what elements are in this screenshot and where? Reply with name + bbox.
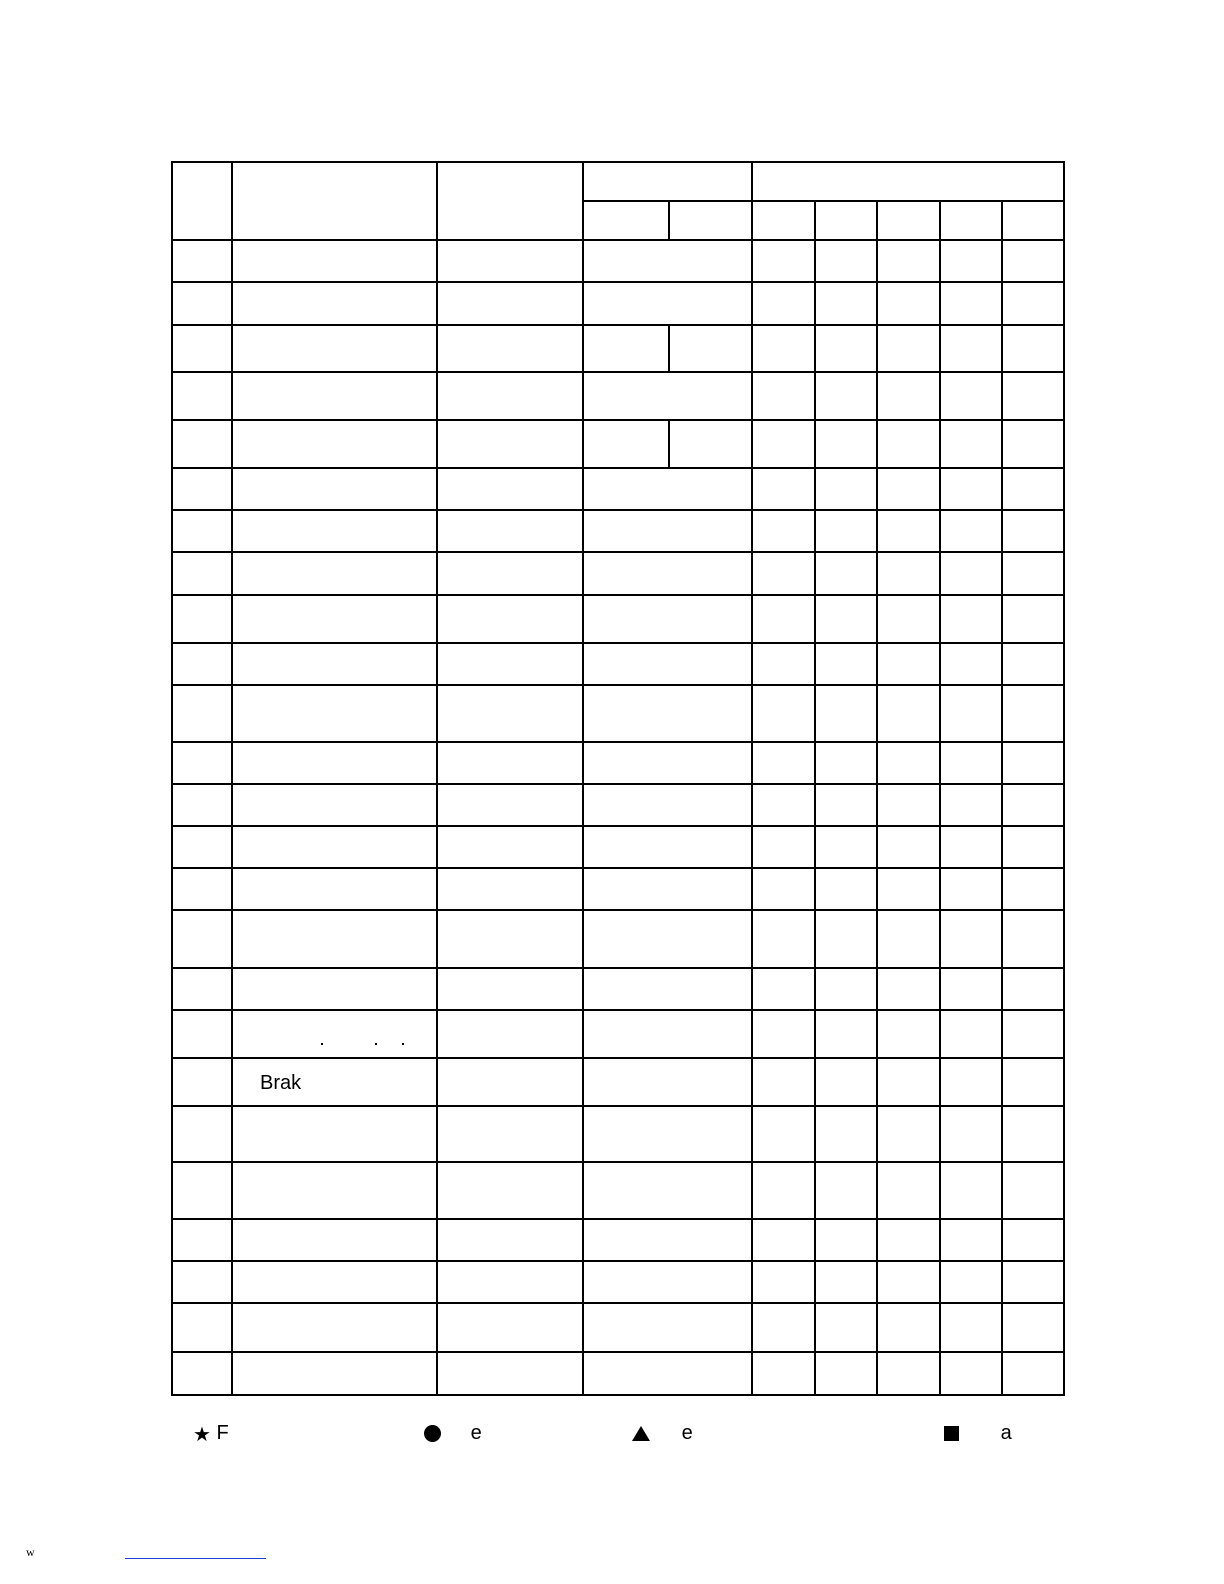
text-fragment-mark — [375, 1043, 377, 1045]
legend-label: e — [681, 1422, 693, 1444]
legend-label: F — [216, 1422, 229, 1444]
table-column-dividers — [232, 162, 1002, 1395]
triangle-icon — [632, 1426, 650, 1441]
table-row-dividers — [172, 201, 1064, 1352]
legend-item-star — [193, 1422, 229, 1444]
legend-label: a — [1000, 1422, 1012, 1444]
square-icon — [944, 1426, 959, 1441]
footer-link-underline[interactable] — [125, 1558, 266, 1559]
footer-mark: w — [26, 1545, 35, 1559]
legend-item-triangle — [632, 1422, 693, 1444]
legend-item-circle — [424, 1422, 482, 1444]
circle-icon — [424, 1425, 441, 1442]
star-icon: ★ — [193, 1421, 211, 1446]
text-fragment-mark — [321, 1043, 323, 1045]
table-outer-border — [172, 162, 1064, 1395]
table-cell-brake-label: Brak — [260, 1072, 302, 1094]
legend-label: e — [470, 1422, 482, 1444]
text-fragment-mark — [402, 1043, 404, 1045]
legend-item-square — [944, 1422, 1012, 1444]
